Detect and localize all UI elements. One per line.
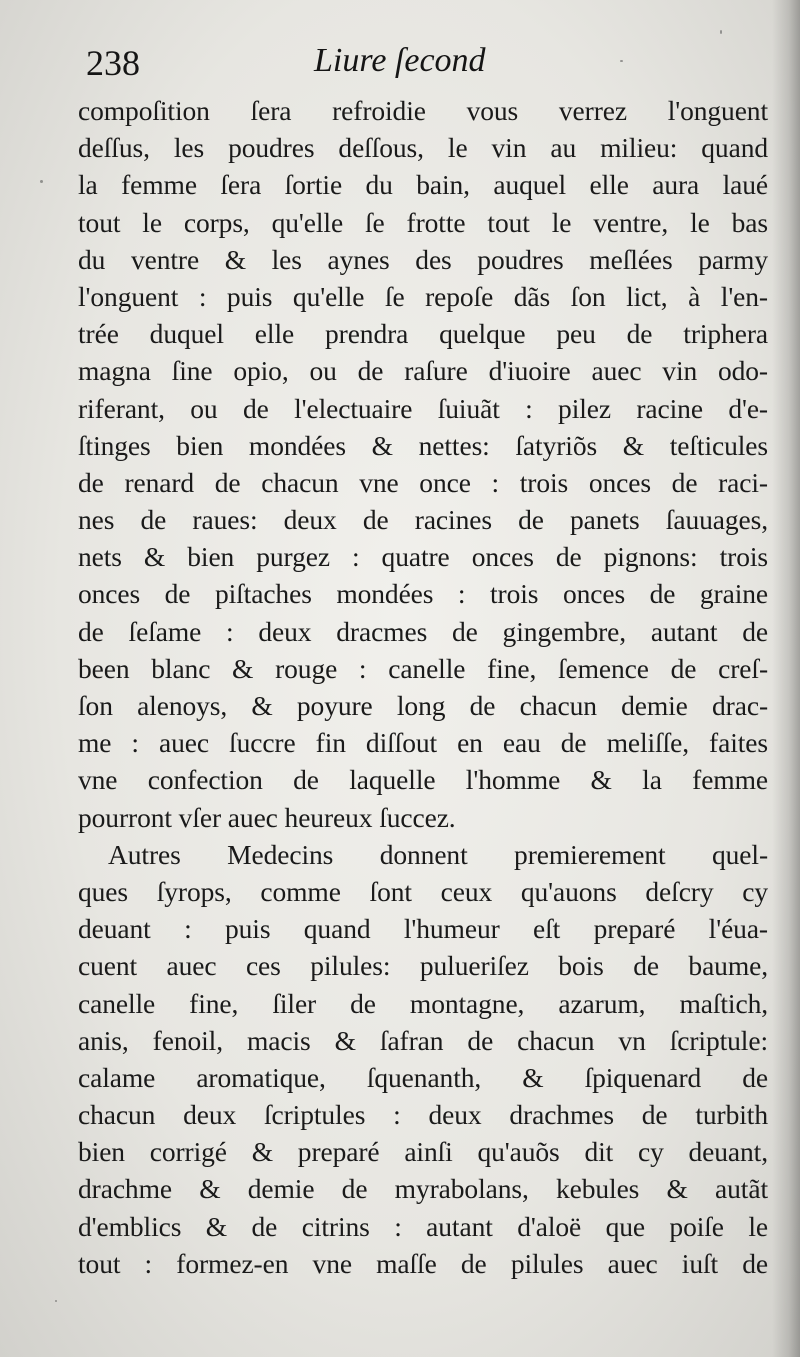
text-line: cuent auec ces pilules: pulueriſez bois de baume,: [78, 950, 768, 982]
text-line: ſon alenoys, & poyure long de chacun demie drac-: [78, 690, 768, 721]
text-line: been blanc & rouge : canelle fine, ſemence de creſ-: [78, 652, 768, 684]
text-line: bien corrigé & preparé ainſi qu'auõs dit cy deuant,: [78, 1136, 768, 1168]
text-line: riferant, ou de l'electuaire ſuiuãt : pilez racine d'e-: [78, 392, 768, 424]
text-line-paragraph-end: pourront vſer auec heureux ſuccez.: [78, 801, 456, 833]
text-line: tout le corps, qu'elle ſe frotte tout le ventre, le bas: [78, 206, 768, 238]
text-line: tout : formez-en vne maſſe de pilules auec iuſt de: [78, 1247, 768, 1279]
text-line: me : auec ſuccre fin diſſout en eau de meliſſe, faites: [78, 727, 768, 759]
ink-speck: [40, 180, 43, 183]
text-line: de renard de chacun vne once : trois onces de raci-: [78, 466, 768, 498]
text-line: deſſus, les poudres deſſous, le vin au milieu: quand: [78, 132, 768, 164]
page-header: [86, 42, 766, 94]
body-text: [78, 92, 768, 1282]
ink-speck: [620, 60, 623, 62]
text-line: ſtinges bien mondées & nettes: ſatyriõs & teſticules: [78, 429, 768, 461]
text-line: trée duquel elle prendra quelque peu de triphera: [78, 318, 768, 350]
text-line: magna ſine opio, ou de raſure d'iuoire auec vin odo-: [78, 355, 768, 387]
text-line: d'emblics & de citrins : autant d'aloë que poiſe le: [78, 1210, 768, 1242]
page-shadow-edge: [772, 0, 800, 1357]
text-line: du ventre & les aynes des poudres meſlées parmy: [78, 243, 768, 275]
running-head: Liure ſecond: [314, 42, 486, 79]
text-line: canelle fine, ſiler de montagne, azarum, maſtich,: [78, 987, 768, 1019]
text-line: chacun deux ſcriptules : deux drachmes de turbith: [78, 1099, 768, 1131]
text-line: nes de raues: deux de racines de panets ſauuages,: [78, 504, 768, 536]
text-line-paragraph-start: Autres Medecins donnent premierement quel-: [108, 838, 768, 870]
ink-speck: [720, 30, 722, 34]
text-line: vne confection de laquelle l'homme & la femme: [78, 764, 768, 796]
ink-speck: [55, 1300, 57, 1302]
text-line: onces de piſtaches mondées : trois onces de graine: [78, 578, 768, 610]
text-line: de ſeſame : deux dracmes de gingembre, autant de: [78, 615, 768, 647]
page-number: 238: [86, 43, 140, 83]
text-line: l'onguent : puis qu'elle ſe repoſe dãs ſon lict, à l'en-: [78, 280, 768, 312]
text-line: anis, fenoil, macis & ſafran de chacun vn ſcriptule:: [78, 1024, 768, 1056]
text-line: la femme ſera ſortie du bain, auquel elle aura laué: [78, 169, 768, 201]
text-line: calame aromatique, ſquenanth, & ſpiquenard de: [78, 1061, 768, 1093]
text-line: ques ſyrops, comme ſont ceux qu'auons deſcry cy: [78, 875, 768, 907]
text-line: nets & bien purgez : quatre onces de pignons: trois: [78, 541, 768, 573]
text-line: deuant : puis quand l'humeur eſt preparé l'éua-: [78, 913, 768, 945]
text-line: drachme & demie de myrabolans, kebules & autãt: [78, 1173, 768, 1205]
text-line: compoſition ſera refroidie vous verrez l'onguent: [78, 95, 768, 126]
